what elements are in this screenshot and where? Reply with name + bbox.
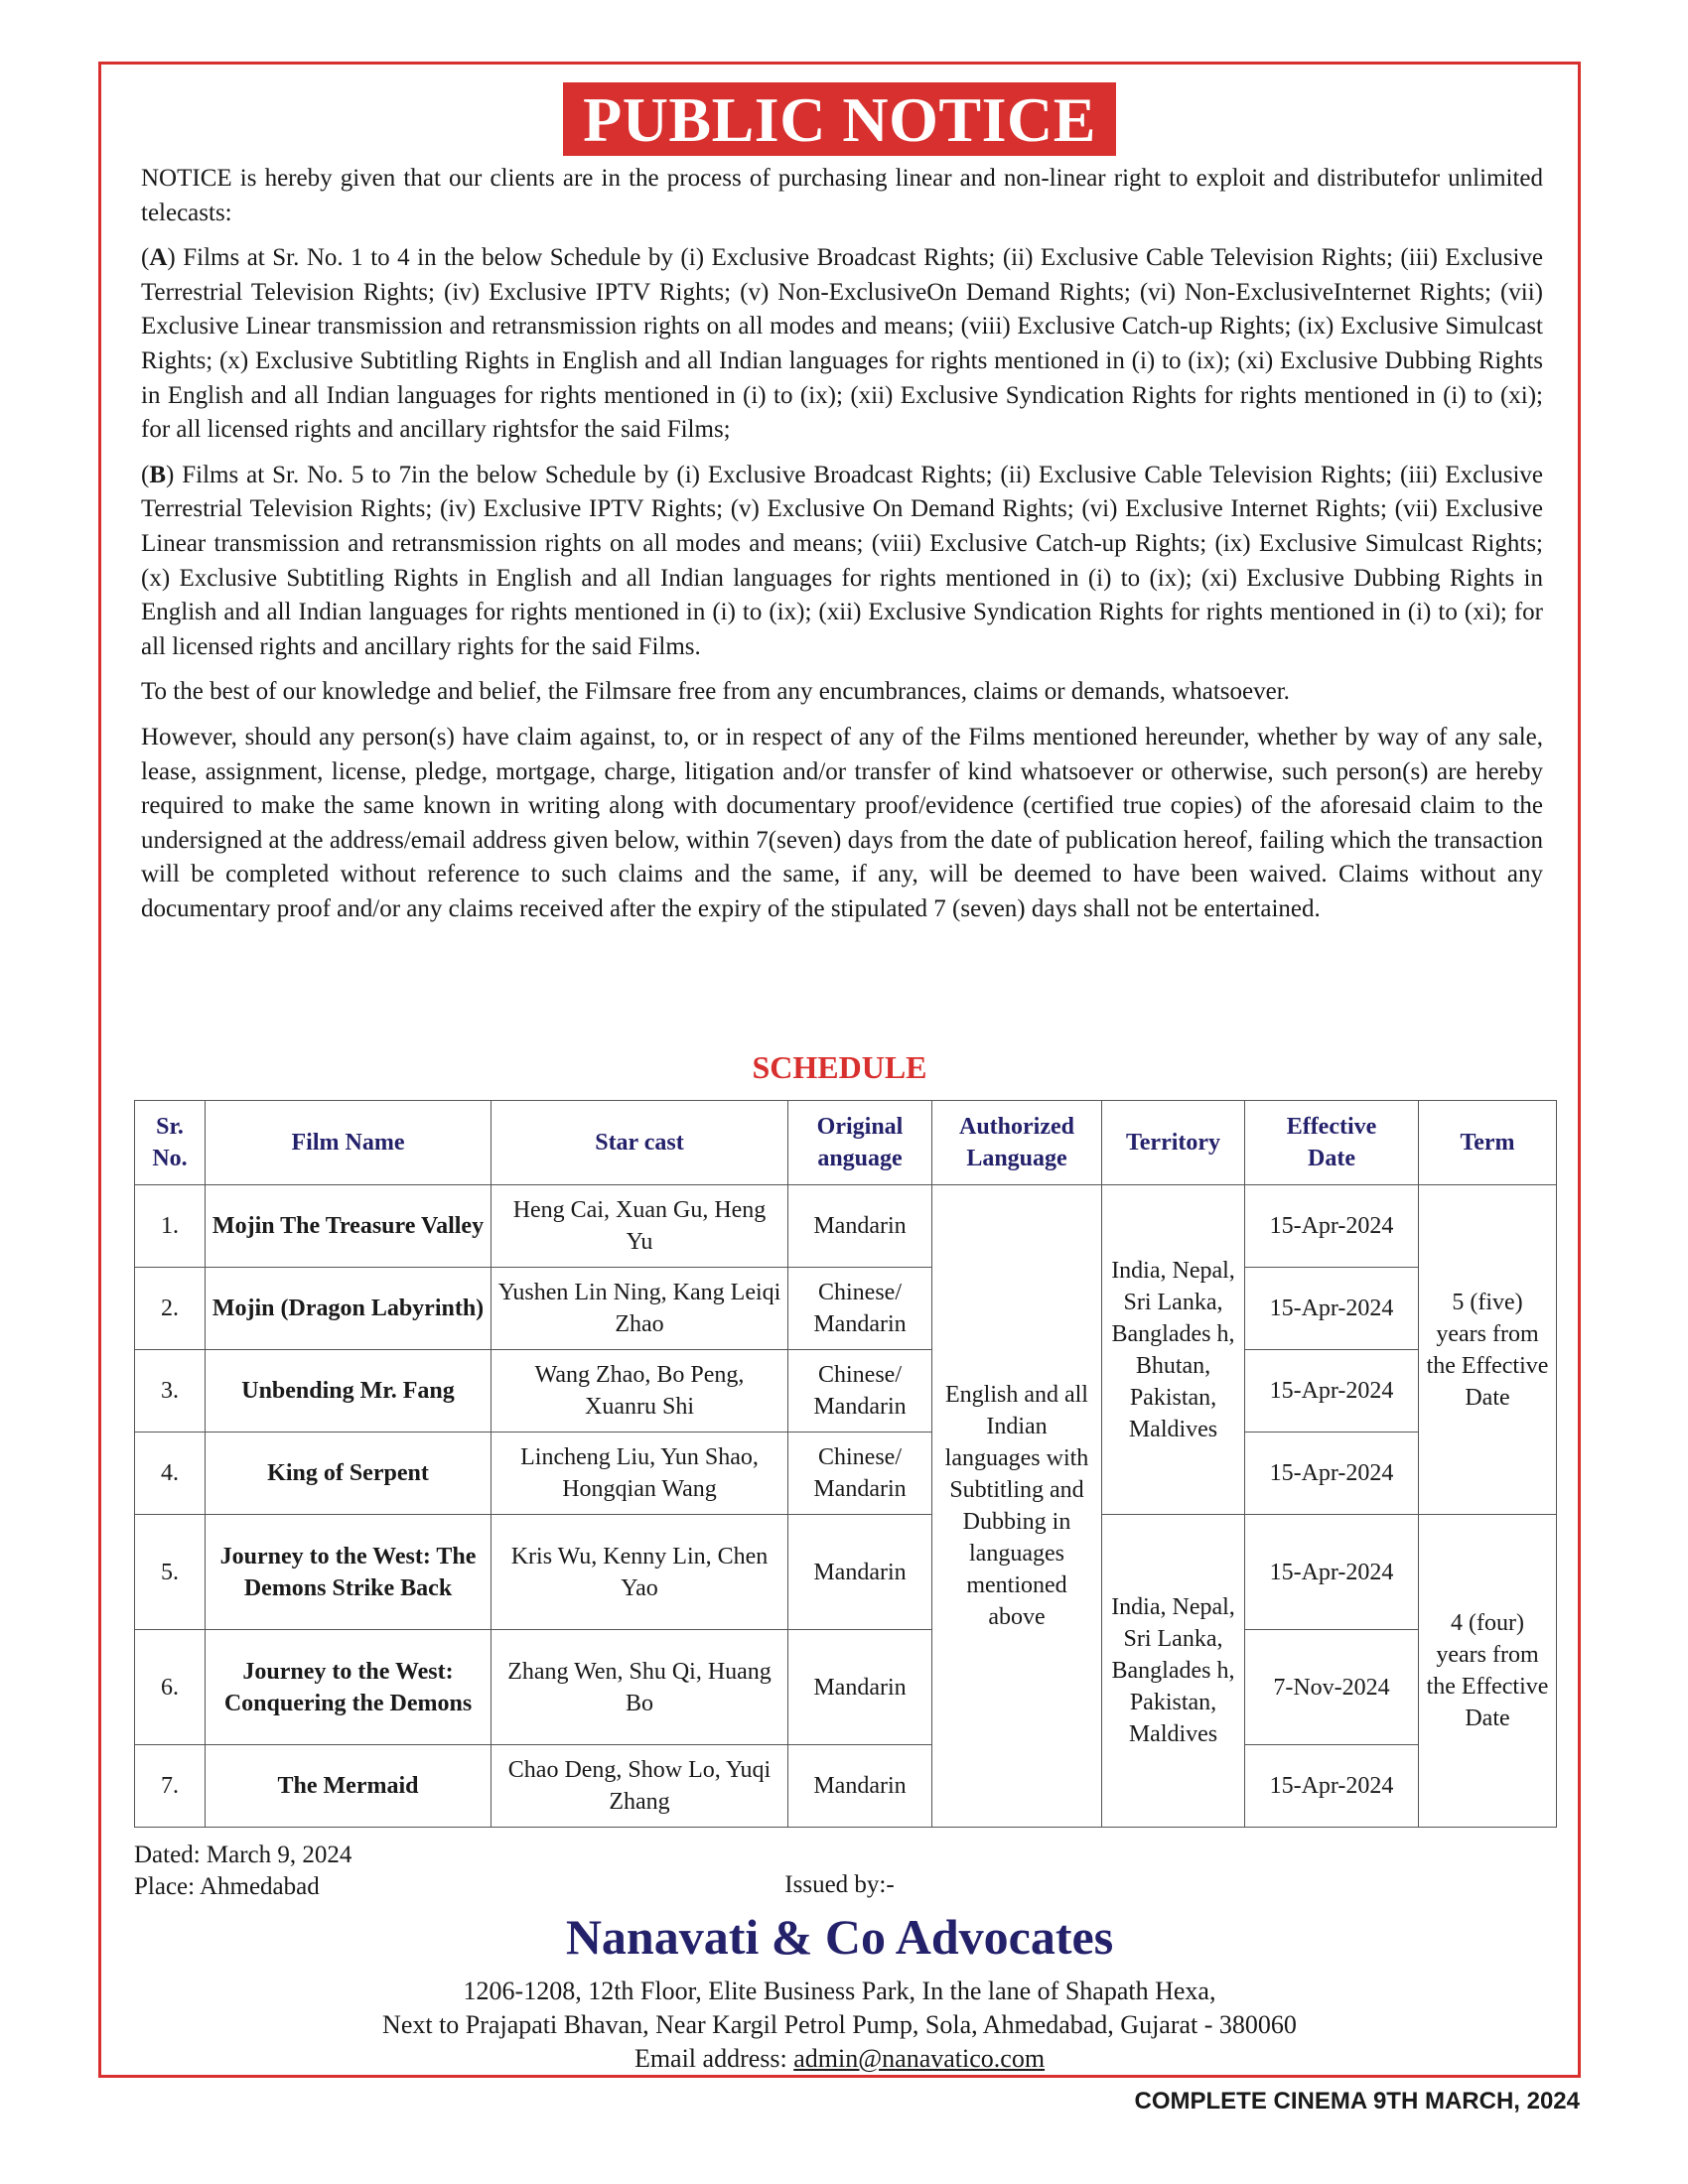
schedule-title: SCHEDULE (752, 1049, 927, 1085)
cell-effective-date: 15-Apr-2024 (1245, 1745, 1419, 1828)
cell-effective-date: 15-Apr-2024 (1245, 1185, 1419, 1268)
cell-star-cast: Yushen Lin Ning, Kang Leiqi Zhao (492, 1268, 788, 1350)
cell-territory-group-2: India, Nepal, Sri Lanka, Banglades h, Pakistan, Maldives (1102, 1515, 1245, 1828)
cell-original-language: Mandarin (788, 1515, 932, 1630)
notice-frame (98, 62, 1581, 2078)
clause-a-label: A (149, 244, 168, 272)
cell-film-name: King of Serpent (206, 1433, 492, 1515)
notice-title: PUBLIC NOTICE (563, 82, 1116, 156)
table-row (135, 1268, 1557, 1350)
table-row (135, 1433, 1557, 1515)
issued-by: Issued by:- (784, 1871, 895, 1898)
cell-effective-date: 15-Apr-2024 (1245, 1433, 1419, 1515)
firm-address (101, 1975, 1578, 2076)
cell-sr-no: 2. (135, 1268, 206, 1350)
cell-term-group-2: 4 (four) years from the Effective Date (1419, 1515, 1557, 1828)
address-line-1: 1206-1208, 12th Floor, Elite Business Park, In the lane of Shapath Hexa, (463, 1977, 1216, 2005)
cell-sr-no: 1. (135, 1185, 206, 1268)
header-original-language: Original anguage (788, 1101, 932, 1185)
cell-star-cast: Heng Cai, Xuan Gu, Heng Yu (492, 1185, 788, 1268)
cell-star-cast: Kris Wu, Kenny Lin, Chen Yao (492, 1515, 788, 1630)
table-row (135, 1630, 1557, 1745)
cell-effective-date: 15-Apr-2024 (1245, 1268, 1419, 1350)
header-film-name: Film Name (206, 1101, 492, 1185)
cell-original-language: Chinese/ Mandarin (788, 1268, 932, 1350)
notice-body (141, 162, 1543, 937)
cell-term-group-1: 5 (five) years from the Effective Date (1419, 1185, 1557, 1515)
cell-film-name: Mojin (Dragon Labyrinth) (206, 1268, 492, 1350)
email-line (101, 2042, 1578, 2076)
cell-original-language: Mandarin (788, 1630, 932, 1745)
cell-effective-date: 15-Apr-2024 (1245, 1350, 1419, 1433)
clause-a-paragraph: (A) Films at Sr. No. 1 to 4 in the below Schedule by (i) Exclusive Broadcast Rights; (ii) Exclusive Cable Television Rights; (iii) Exclusive Terrestrial Television Rights; (iv) Exclusive IPTV Rights; (v) Non-ExclusiveOn Demand Rights; (vi) Non-ExclusiveInternet Rights; (vii) Exclusive Linear transmission and retransmission rights on all modes and means; (viii) Exclusive Catch-up Rights; (ix) Exclusive Simulcast Rights; (x) Exclusive Subtitling Rights in English and all Indian languages for rights mentioned in (i) to (ix); (xi) Exclusive Dubbing Rights in English and all Indian languages for rights mentioned in (i) to (ix); (xii) Exclusive Syndication Rights for rights mentioned in (i) to (xi); for all licensed rights and ancillary rightsfor the said Films; (141, 244, 1543, 444)
header-term: Term (1419, 1101, 1557, 1185)
cell-film-name: Journey to the West: Conquering the Demons (206, 1630, 492, 1745)
cell-star-cast: Chao Deng, Show Lo, Yuqi Zhang (492, 1745, 788, 1828)
intro-paragraph: NOTICE is hereby given that our clients are in the process of purchasing linear and non-linear right to exploit and distributefor unlimited telecasts: (141, 165, 1543, 226)
title-wrap (101, 82, 1578, 156)
cell-sr-no: 3. (135, 1350, 206, 1433)
cell-star-cast: Lincheng Liu, Yun Shao, Hongqian Wang (492, 1433, 788, 1515)
cell-sr-no: 6. (135, 1630, 206, 1745)
cell-original-language: Chinese/ Mandarin (788, 1350, 932, 1433)
table-row (135, 1745, 1557, 1828)
claims-paragraph: However, should any person(s) have claim against, to, or in respect of any of the Films mentioned hereunder, whether by way of any sale, lease, assignment, license, pledge, mortgage, charge, litigation and/or transfer of kind whatsoever or otherwise, such person(s) are hereby required to make the same known in writing along with documentary proof/evidence (certified true copies) of the aforesaid claim to the undersigned at the address/email address given below, within 7(seven) days from the date of publication hereof, failing which the transaction will be completed without reference to such claims and the same, if any, will be deemed to have been waived. Claims without any documentary proof and/or any claims received after the expiry of the stipulated 7 (seven) days shall not be entertained. (141, 723, 1543, 922)
publication-footer: COMPLETE CINEMA 9TH MARCH, 2024 (1134, 2088, 1580, 2115)
cell-original-language: Chinese/ Mandarin (788, 1433, 932, 1515)
cell-film-name: Unbending Mr. Fang (206, 1350, 492, 1433)
cell-sr-no: 7. (135, 1745, 206, 1828)
clause-a-text: ) Films at Sr. No. 1 to 4 in the below Schedule by (i) Exclusive Broadcast Rights; (ii) Exclusive Cable Television Rights; (iii) Exclusive Terrestrial Television Rights; (iv) Exclusive IPTV Rights; (v) Non-ExclusiveOn Demand Rights; (vi) Non-ExclusiveInternet Rights; (vii) Exclusive Linear transmission and retransmission rights on all modes and means; (viii) Exclusive Catch-up Rights; (ix) Exclusive Simulcast Rights; (x) Exclusive Subtitling Rights in English and all Indian languages for rights mentioned in (i) to (ix); (xi) Exclusive Dubbing Rights in English and all Indian languages for rights mentioned in (i) to (ix); (xii) Exclusive Syndication Rights for rights mentioned in (i) to (xi); for all licensed rights and ancillary rightsfor the said Films; (141, 244, 1543, 444)
address-line-2: Next to Prajapati Bhavan, Near Kargil Petrol Pump, Sola, Ahmedabad, Gujarat - 380060 (382, 2010, 1297, 2039)
header-authorized-language: Authorized Language (932, 1101, 1102, 1185)
cell-film-name: Mojin The Treasure Valley (206, 1185, 492, 1268)
table-row (135, 1515, 1557, 1630)
clause-b-paragraph: (B) Films at Sr. No. 5 to 7in the below Schedule by (i) Exclusive Broadcast Rights; (ii) Exclusive Cable Television Rights; (iii) Exclusive Terrestrial Television Rights; (iv) Exclusive IPTV Rights; (v) Exclusive On Demand Rights; (vi) Exclusive Internet Rights; (vii) Exclusive Linear transmission and retransmission rights on all modes and means; (viii) Exclusive Catch-up Rights; (ix) Exclusive Simulcast Rights; (x) Exclusive Subtitling Rights in English and all Indian languages for rights mentioned in (i) to (ix); (xi) Exclusive Dubbing Rights in English and all Indian languages for rights mentioned in (i) to (ix); (xii) Exclusive Syndication Rights for rights mentioned in (i) to (xi); for all licensed rights and ancillary rights for the said Films. (141, 461, 1543, 660)
cell-star-cast: Zhang Wen, Shu Qi, Huang Bo (492, 1630, 788, 1745)
firm-name: Nanavati & Co Advocates (565, 1909, 1114, 1965)
cell-effective-date: 15-Apr-2024 (1245, 1515, 1419, 1630)
cell-sr-no: 4. (135, 1433, 206, 1515)
header-star-cast: Star cast (492, 1101, 788, 1185)
cell-film-name: Journey to the West: The Demons Strike Back (206, 1515, 492, 1630)
schedule-table (134, 1100, 1557, 1828)
knowledge-paragraph: To the best of our knowledge and belief, the Filmsare free from any encumbrances, claims or demands, whatsoever. (141, 678, 1290, 706)
table-row (135, 1185, 1557, 1268)
cell-original-language: Mandarin (788, 1745, 932, 1828)
email-label: Email address: (633, 2044, 794, 2073)
dated-line: Dated: March 9, 2024 (134, 1842, 352, 1868)
cell-effective-date: 7-Nov-2024 (1245, 1630, 1419, 1745)
cell-original-language: Mandarin (788, 1185, 932, 1268)
email-link[interactable]: admin@nanavatico.com (793, 2044, 1046, 2073)
header-sr-no: Sr. No. (135, 1101, 206, 1185)
table-header-row (135, 1101, 1557, 1185)
cell-star-cast: Wang Zhao, Bo Peng, Xuanru Shi (492, 1350, 788, 1433)
clause-b-label: B (149, 461, 167, 488)
cell-film-name: The Mermaid (206, 1745, 492, 1828)
header-territory: Territory (1102, 1101, 1245, 1185)
place-line: Place: Ahmedabad (134, 1873, 320, 1900)
header-effective-date: Effective Date (1245, 1101, 1419, 1185)
table-row (135, 1350, 1557, 1433)
cell-authorized-language: English and all Indian languages with Subtitling and Dubbing in languages mentioned above (932, 1185, 1102, 1828)
cell-sr-no: 5. (135, 1515, 206, 1630)
clause-b-text: ) Films at Sr. No. 5 to 7in the below Schedule by (i) Exclusive Broadcast Rights; (ii) Exclusive Cable Television Rights; (iii) Exclusive Terrestrial Television Rights; (iv) Exclusive IPTV Rights; (v) Exclusive On Demand Rights; (vi) Exclusive Internet Rights; (vii) Exclusive Linear transmission and retransmission rights on all modes and means; (viii) Exclusive Catch-up Rights; (ix) Exclusive Simulcast Rights; (x) Exclusive Subtitling Rights in English and all Indian languages for rights mentioned in (i) to (ix); (xi) Exclusive Dubbing Rights in English and all Indian languages for rights mentioned in (i) to (ix); (xii) Exclusive Syndication Rights for rights mentioned in (i) to (xi); for all licensed rights and ancillary rights for the said Films. (141, 461, 1543, 660)
cell-territory-group-1: India, Nepal, Sri Lanka, Banglades h, Bhutan, Pakistan, Maldives (1102, 1185, 1245, 1515)
